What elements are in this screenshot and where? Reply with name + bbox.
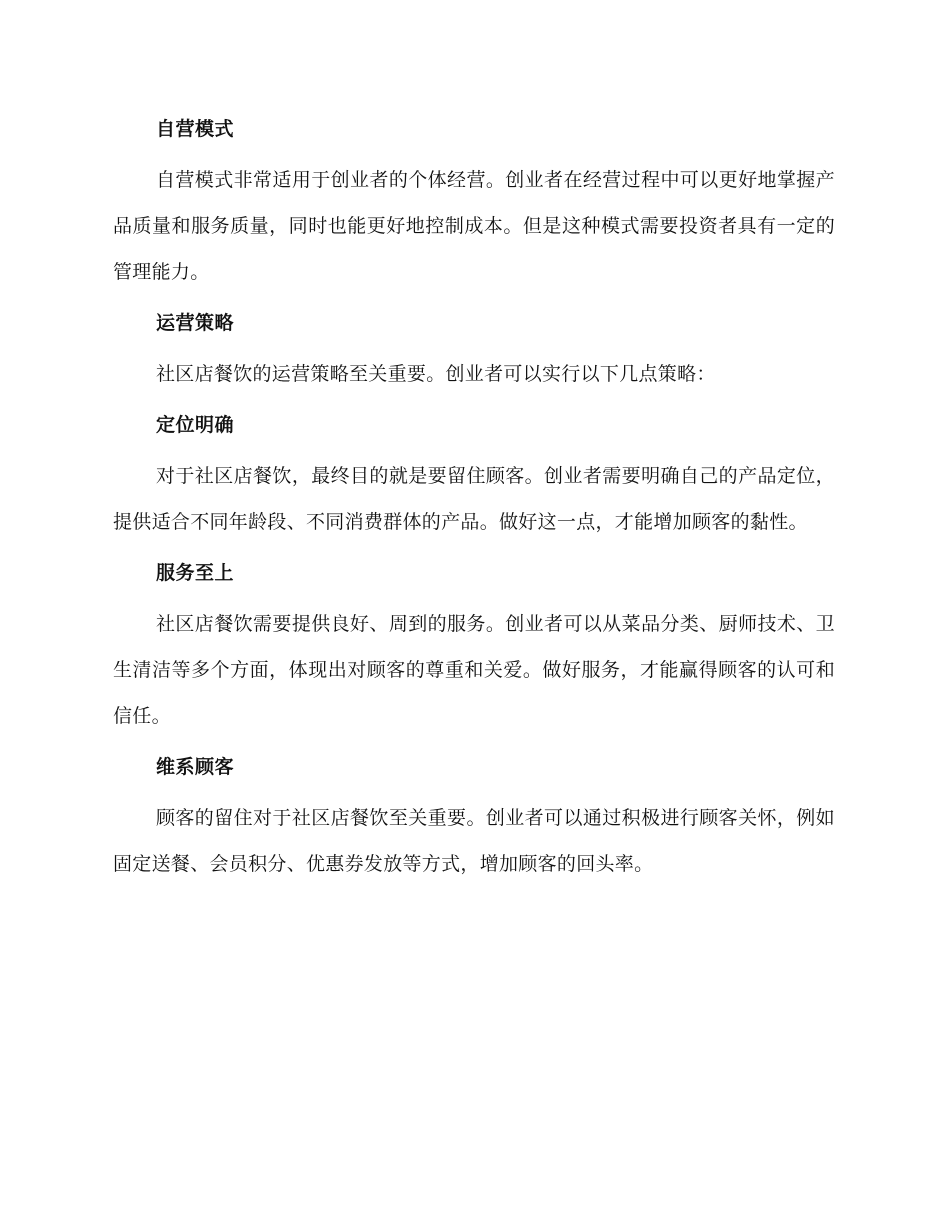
document-body bbox=[113, 112, 835, 898]
section-heading-self-operated: 自营模式 bbox=[156, 118, 235, 140]
section-paragraph-service-first: 社区店餐饮需要提供良好、周到的服务。创业者可以从菜品分类、厨师技术、卫生清洁等多个方面，体现出对顾客的尊重和关爱。做好服务，才能赢得顾客的认可和信任。 bbox=[113, 613, 835, 727]
section-heading-service-first: 服务至上 bbox=[156, 562, 235, 584]
section-paragraph-operation-strategy: 社区店餐饮的运营策略至关重要。创业者可以实行以下几点策略： bbox=[156, 363, 716, 385]
section-paragraph-customer-retention: 顾客的留住对于社区店餐饮至关重要。创业者可以通过积极进行顾客关怀，例如固定送餐、会员积分、优惠券发放等方式，增加顾客的回头率。 bbox=[113, 807, 835, 875]
section-paragraph-self-operated: 自营模式非常适用于创业者的个体经营。创业者在经营过程中可以更好地掌握产品质量和服务质量，同时也能更好地控制成本。但是这种模式需要投资者具有一定的管理能力。 bbox=[113, 169, 835, 283]
section-heading-customer-retention: 维系顾客 bbox=[156, 756, 235, 778]
section-paragraph-clear-positioning: 对于社区店餐饮，最终目的就是要留住顾客。创业者需要明确自己的产品定位，提供适合不同年龄段、不同消费群体的产品。做好这一点，才能增加顾客的黏性。 bbox=[113, 465, 835, 533]
section-heading-operation-strategy: 运营策略 bbox=[156, 312, 235, 334]
section-heading-clear-positioning: 定位明确 bbox=[156, 414, 235, 436]
